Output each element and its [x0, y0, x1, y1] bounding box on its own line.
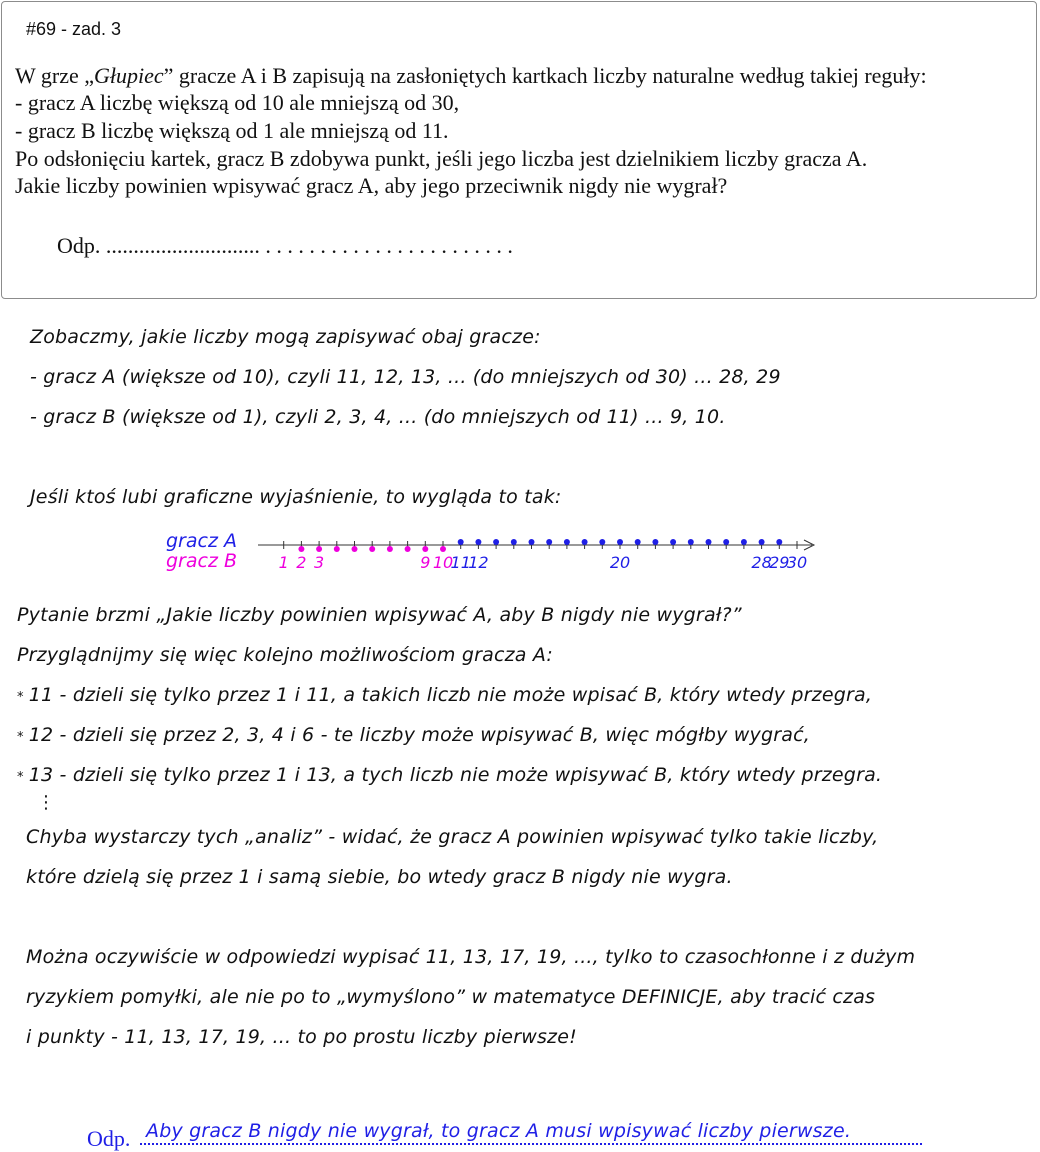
axis-label-a: 28 [751, 553, 772, 572]
player-a-dot [564, 539, 570, 545]
player-a-dot [546, 539, 552, 545]
player-a-dot [582, 539, 588, 545]
answer-dotted-line [140, 1143, 922, 1145]
task-answer-line: Odp. ............................ . . . . . . . . . . . . . . . . . . . . . . . [57, 233, 513, 258]
player-b-dot [440, 546, 446, 552]
answer-label: Odp. [87, 1126, 131, 1151]
answer-text: Aby gracz B nigdy nie wygrał, to gracz A musi wpisywać liczby pierwsze. [146, 1120, 852, 1142]
bullet-12-text: 12 - dzieli się przez 2, 3, 4 i 6 - te liczby może wpisywać B, więc mógłby wygrać, [28, 724, 810, 746]
vertical-ellipsis: ⋮ [37, 792, 55, 813]
task-line-2: - gracz A liczbę większą od 10 ale mniejszą od 30, [15, 90, 460, 115]
player-a-dot [688, 539, 694, 545]
task-line-1-pre: W grze „ [15, 63, 94, 88]
player-b-dot [405, 546, 411, 552]
task-line-1-post: ” gracze A i B zapisują na zasłoniętych kartkach liczby naturalne według takiej reguły: [163, 63, 927, 88]
player-a-dot [670, 539, 676, 545]
axis-labels [279, 553, 808, 572]
player-b-dot [334, 546, 340, 552]
player-a-dot [776, 539, 782, 545]
question-line-2: Przyglądnijmy się więc kolejno możliwościom gracza A: [17, 644, 553, 666]
bullet-mark: * [17, 730, 24, 745]
player-a-dot [759, 539, 765, 545]
player-a-dot [458, 539, 464, 545]
label-player-b: gracz B [166, 550, 238, 572]
axis-label-a: 29 [769, 553, 790, 572]
game-name: Głupiec [94, 63, 164, 88]
axis-label-b: 1 [278, 553, 289, 572]
bullet-mark: * [17, 770, 24, 785]
axis-label-a: 30 [786, 553, 808, 572]
remark-line-2: ryzykiem pomyłki, ale nie po to „wymyślono” w matematyce DEFINICJE, aby tracić czas [26, 986, 876, 1008]
number-line [0, 520, 1040, 582]
player-a-dot [493, 539, 499, 545]
bullet-11 [17, 684, 872, 706]
bullet-11-text: 11 - dzieli się tylko przez 1 i 11, a takich liczb nie może wpisać B, który wtedy przegra, [28, 684, 873, 706]
player-a-dot [617, 539, 623, 545]
axis-label-a: 12 [468, 553, 489, 572]
axis-label-a: 11 [450, 553, 471, 572]
player-b-dot [387, 546, 393, 552]
bullet-mark: * [17, 690, 24, 705]
remark-line-1: Można oczywiście w odpowiedzi wypisać 11, 13, 17, 19, ..., tylko to czasochłonne i z dużym [26, 946, 916, 968]
player-b-dot [298, 546, 304, 552]
task-line-5: Jakie liczby powinien wpisywać gracz A, aby jego przeciwnik nigdy nie wygrał? [15, 173, 728, 198]
player-a-dot [706, 539, 712, 545]
player-a-dot [635, 539, 641, 545]
player-a-dot [529, 539, 535, 545]
axis-label-b: 3 [314, 553, 325, 572]
conclusion-line-2: które dzielą się przez 1 i samą siebie, bo wtedy gracz B nigdy nie wygra. [26, 866, 733, 888]
question-line-1: Pytanie brzmi „Jakie liczby powinien wpisywać A, aby B nigdy nie wygrał?” [17, 604, 742, 626]
player-a-dot [511, 539, 517, 545]
conclusion-line-1: Chyba wystarczy tych „analiz” - widać, że gracz A powinien wpisywać tylko takie liczby, [26, 826, 879, 848]
player-a-dot [599, 539, 605, 545]
task-line-4: Po odsłonięciu kartek, gracz B zdobywa punkt, jeśli jego liczba jest dzielnikiem liczby gracza A. [15, 146, 868, 171]
axis-label-a: 20 [609, 553, 631, 572]
player-a-dots [458, 539, 783, 545]
bullet-13 [17, 764, 882, 786]
player-b-dot [316, 546, 322, 552]
player-a-dot [741, 539, 747, 545]
player-a-dot [475, 539, 481, 545]
bullet-12 [17, 724, 810, 746]
player-a-dot [723, 539, 729, 545]
task-number: #69 - zad. 3 [26, 19, 122, 39]
intro-line-1: Zobaczmy, jakie liczby mogą zapisywać obaj gracze: [30, 326, 541, 348]
player-b-dot [352, 546, 358, 552]
graphic-intro: Jeśli ktoś lubi graficzne wyjaśnienie, to wygląda to tak: [30, 486, 562, 508]
player-a-dot [652, 539, 658, 545]
bullet-13-text: 13 - dzieli się tylko przez 1 i 13, a tych liczb nie może wpisywać B, który wtedy przegra. [28, 764, 883, 786]
player-b-dot [369, 546, 375, 552]
axis-label-b: 9 [420, 553, 431, 572]
task-line-3: - gracz B liczbę większą od 1 ale mniejszą od 11. [15, 118, 449, 143]
axis-label-b: 10 [432, 553, 454, 572]
task-line-1 [15, 63, 927, 89]
intro-line-3: - gracz B (większe od 1), czyli 2, 3, 4, ... (do mniejszych od 11) ... 9, 10. [30, 406, 726, 428]
player-b-dot [422, 546, 428, 552]
axis-label-b: 2 [296, 553, 307, 572]
remark-line-3: i punkty - 11, 13, 17, 19, ... to po prostu liczby pierwsze! [26, 1026, 577, 1048]
intro-line-2: - gracz A (większe od 10), czyli 11, 12, 13, ... (do mniejszych od 30) ... 28, 29 [30, 366, 781, 388]
player-b-dots [298, 546, 446, 552]
label-player-a: gracz A [166, 530, 237, 552]
